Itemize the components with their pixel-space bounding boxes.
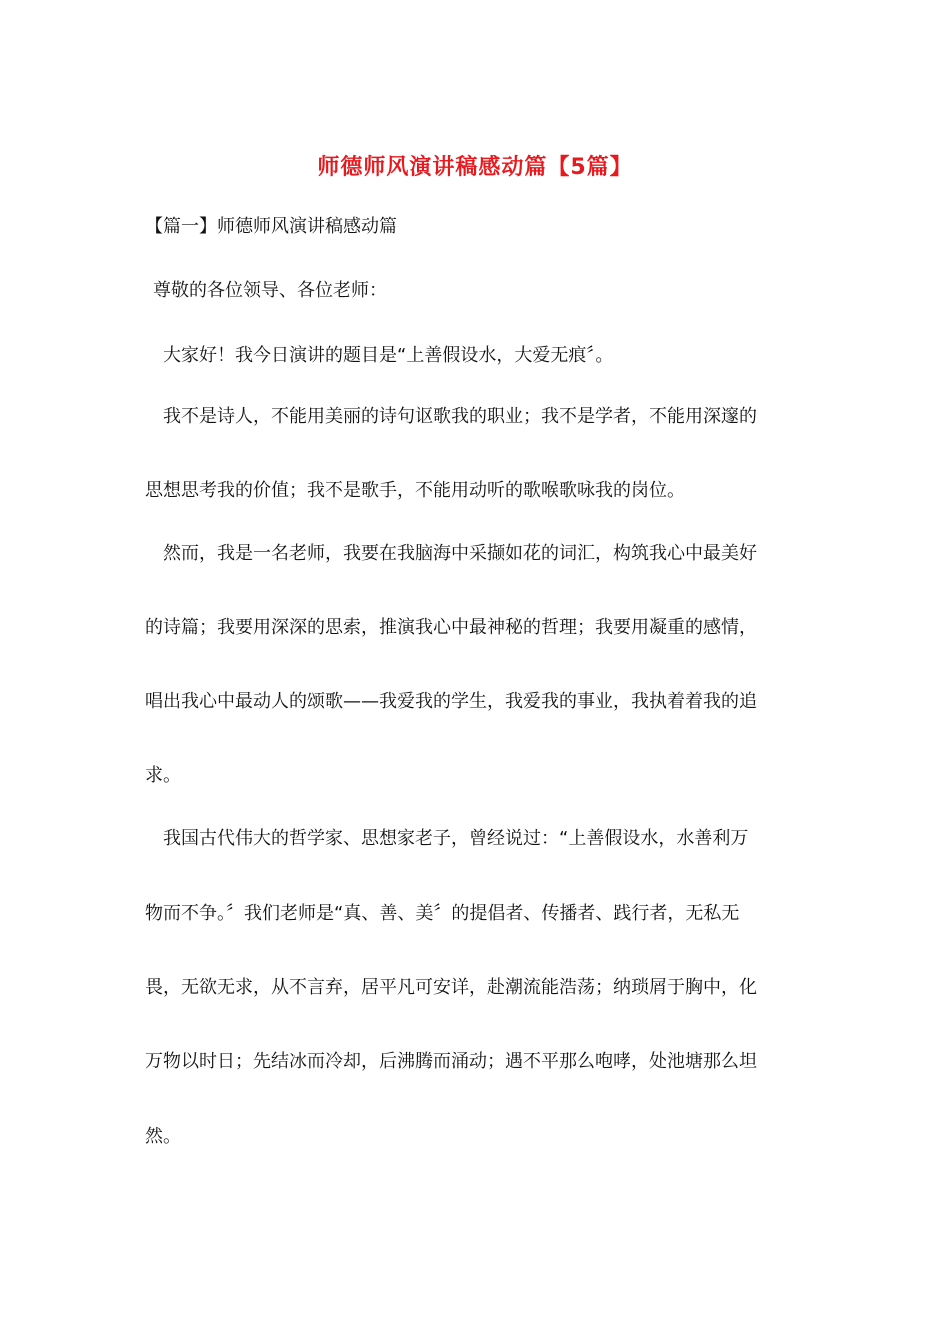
paragraph-line: 畏，无欲无求，从不言弃，居平凡可安详，赴潮流能浩荡；纳琐屑于胸中，化 — [145, 977, 757, 998]
paragraph-line: 的诗篇；我要用深深的思索，推演我心中最神秘的哲理；我要用凝重的感情， — [145, 617, 757, 638]
document-title: 师德师风演讲稿感动篇【5篇】 — [317, 155, 633, 180]
paragraph-line: 万物以时日；先结冰而冷却，后沸腾而涌动；遇不平那么咆哮，处池塘那么坦 — [145, 1051, 757, 1072]
salutation-line: 尊敬的各位领导、各位老师： — [153, 280, 387, 301]
section-heading: 【篇一】师德师风演讲稿感动篇 — [145, 216, 397, 237]
paragraph-line: 大家好！我今日演讲的题目是“上善假设水，大爱无痕〞。 — [163, 345, 614, 366]
paragraph-line: 然。 — [145, 1126, 181, 1147]
paragraph-line: 物而不争。〞我们老师是“真、善、美〞的提倡者、传播者、践行者，无私无 — [145, 903, 740, 924]
paragraph-line: 我不是诗人，不能用美丽的诗句讴歌我的职业；我不是学者，不能用深邃的 — [163, 406, 757, 427]
paragraph-line: 唱出我心中最动人的颂歌——我爱我的学生，我爱我的事业，我执着着我的追 — [145, 691, 757, 712]
paragraph-line: 求。 — [145, 765, 181, 786]
paragraph-line: 我国古代伟大的哲学家、思想家老子，曾经说过：“上善假设水，水善利万 — [163, 828, 749, 849]
paragraph-line: 然而，我是一名老师，我要在我脑海中采撷如花的词汇，构筑我心中最美好 — [163, 543, 757, 564]
paragraph-line: 思想思考我的价值；我不是歌手，不能用动听的歌喉歌咏我的岗位。 — [145, 480, 685, 501]
